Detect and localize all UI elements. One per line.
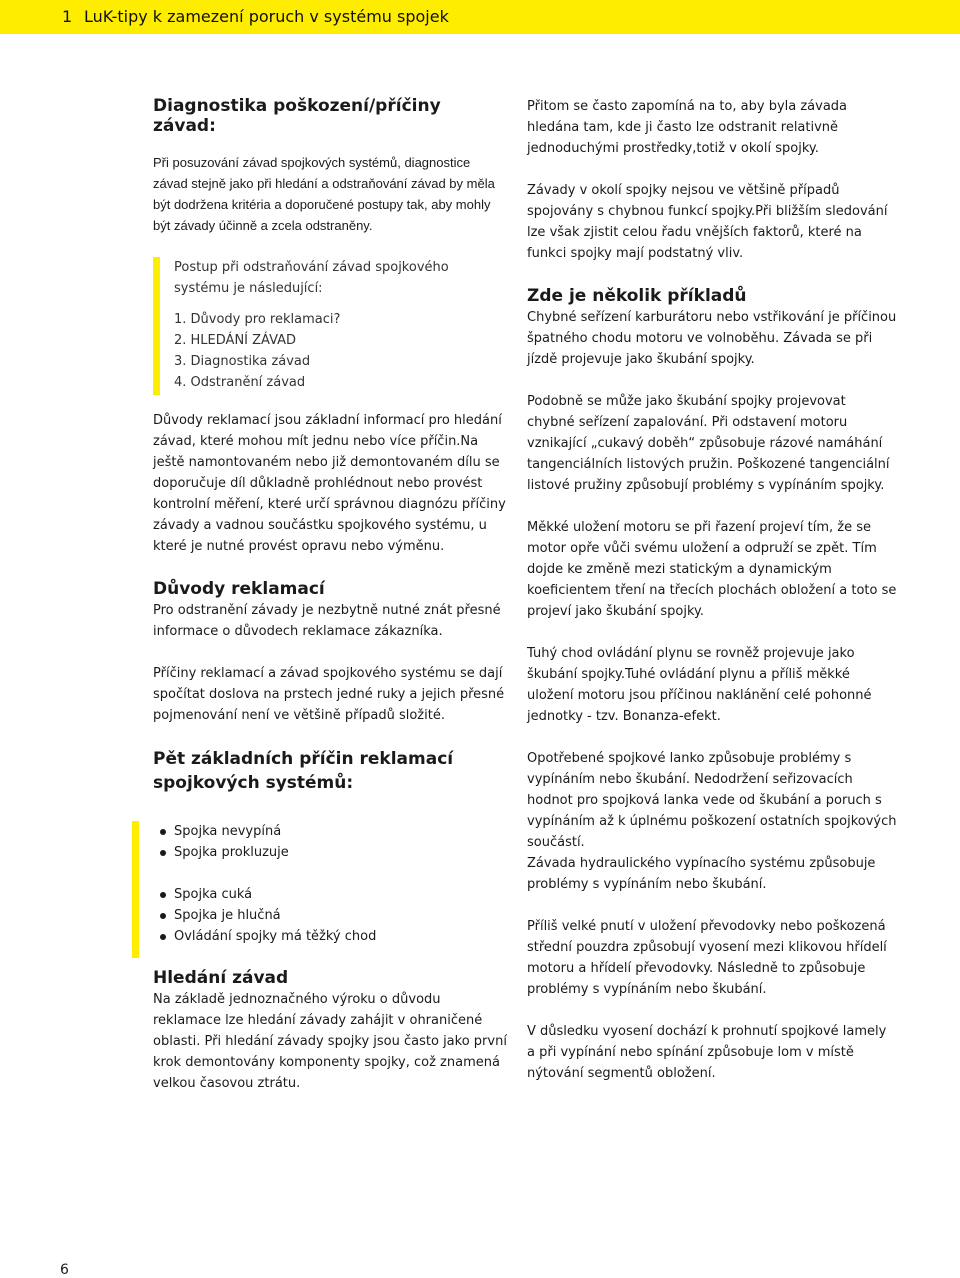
cause-item: Spojka cuká <box>160 884 508 905</box>
bullet-icon <box>160 850 166 856</box>
procedure-steps <box>174 309 508 393</box>
right-paragraph: V důsledku vyosení dochází k prohnutí spojkové lamely a při vypínání nebo spínání způsobuje lom v místě nýtování segmentů obložení. <box>527 1024 887 1081</box>
causes-block <box>132 821 508 947</box>
bullet-icon <box>160 829 166 835</box>
claims-paragraph-1: Pro odstranění závady je nezbytně nutné znát přesné informace o důvodech reklamace zákazníka. <box>153 603 501 639</box>
page-number: 6 <box>60 1262 69 1278</box>
bullet-icon <box>160 913 166 919</box>
chapter-header-bar <box>0 0 960 34</box>
procedure-intro: Postup při odstraňování závad spojkového systému je následující: <box>174 260 449 296</box>
bullet-icon <box>160 934 166 940</box>
list-gap <box>160 863 508 884</box>
procedure-step: 2. HLEDÁNÍ ZÁVAD <box>174 333 297 348</box>
chapter-title: LuK-tipy k zamezení poruch v systému spojek <box>84 7 449 26</box>
claims-heading: Důvody reklamací <box>153 579 325 599</box>
right-paragraph: Tuhý chod ovládání plynu se rovněž projevuje jako škubání spojky.Tuhé ovládání plynu a příliš měkké uložení motoru jsou příčinou naklánění celé pohonné jednotky - tzv. Bonanza-efekt. <box>527 646 872 724</box>
right-paragraph: Měkké uložení motoru se při řazení projeví tím, že se motor opře vůči svému uložení a odpruží se zpět. Tím dojde ke změně mezi statickým a dynamickým koeficientem tření na třecích plochách obložení a toto se projeví jako škubání spojky. <box>527 520 897 619</box>
cause-item: Spojka prokluzuje <box>160 842 508 863</box>
right-paragraph: Chybné seřízení karburátoru nebo vstřikování je příčinou špatného chodu motoru ve volnoběhu. Závada se při jízdě projevuje jako škubání spojky. <box>527 310 897 367</box>
bullet-icon <box>160 892 166 898</box>
procedure-step: 3. Diagnostika závad <box>174 354 311 369</box>
right-paragraph: Přitom se často zapomíná na to, aby byla závada hledána tam, kde ji často lze odstranit relativně jednoduchými prostředky,totiž v okolí spojky. <box>527 99 848 156</box>
claims-paragraph-2: Příčiny reklamací a závad spojkového systému se dají spočítat doslova na prstech jedné ruky a jejich přesné pojmenování není ve většině případů složité. <box>153 666 505 723</box>
right-column <box>527 96 897 1084</box>
procedure-step: 1. Důvody pro reklamaci? <box>174 312 341 327</box>
examples-heading: Zde je několik příkladů <box>527 286 747 306</box>
cause-item: Spojka je hlučná <box>160 905 508 926</box>
search-paragraph: Na základě jednoznačného výroku o důvodu reklamace lze hledání závady zahájit v ohraničené oblasti. Při hledání závady spojky jsou často jako první krok demontovány komponenty spojky, což znamená velkou časovou ztrátu. <box>153 992 507 1091</box>
right-paragraph: Opotřebené spojkové lanko způsobuje problémy s vypínáním nebo škubání. Nedodržení seřizovacích hodnot pro spojková lanka vede od škubání a poruch s vypínáním až k úplnému poškození ostatních spojkových součástí. <box>527 751 897 850</box>
five-causes-heading: Pět základních příčin reklamací spojkových systémů: <box>153 749 454 793</box>
cause-item: Spojka nevypíná <box>160 821 508 842</box>
chapter-number: 1 <box>62 7 73 26</box>
intro-paragraph: Při posuzování závad spojkových systémů, diagnostice závad stejně jako při hledání a odstraňování závad by měla být dodržena kritéria a doporučené postupy tak, aby mohly být závady účinně a zcela odstraněny. <box>153 155 495 233</box>
procedure-step: 4. Odstranění závad <box>174 375 306 390</box>
causes-list <box>160 821 508 947</box>
right-paragraph: Závady v okolí spojky nejsou ve většině případů spojovány s chybnou funkcí spojky.Při bližším sledování lze však zjistit celou řadu vnějších faktorů, které na funkci spojky mají podstatný vliv. <box>527 183 888 261</box>
reasons-paragraph: Důvody reklamací jsou základní informací pro hledání závad, které mohou mít jednu nebo více příčin.Na ještě namontovaném nebo již demontovaném dílu se doporučuje díl důkladně prohlédnout nebo provést kontrolní měření, které určí správnou diagnózu příčiny závady a vadnou součástku spojkového systému, u které je nutné provést opravu nebo výměnu. <box>153 413 506 554</box>
left-column <box>153 96 508 1094</box>
cause-item: Ovládání spojky má těžký chod <box>160 926 508 947</box>
diagnostics-heading: Diagnostika poškození/příčiny závad: <box>153 96 441 136</box>
search-heading: Hledání závad <box>153 968 289 988</box>
procedure-block <box>153 257 508 393</box>
right-paragraph: Závada hydraulického vypínacího systému způsobuje problémy s vypínáním nebo škubání. <box>527 856 876 892</box>
accent-bar <box>153 257 160 395</box>
right-paragraph: Příliš velké pnutí v uložení převodovky nebo poškozená střední pouzdra způsobují vyosení mezi klikovou hřídelí motoru a hřídelí převodovky. Následně to způsobuje problémy s vypínáním nebo škubání. <box>527 919 887 997</box>
accent-bar <box>132 821 139 958</box>
right-paragraph: Podobně se může jako škubání spojky projevovat chybné seřízení zapalování. Při odstavení motoru vznikající „cukavý doběh“ způsobuje rázové namáhání tangenciálních listových pružin. Poškozené tangenciální listové pružiny způsobují problémy s vypínáním spojky. <box>527 394 890 493</box>
